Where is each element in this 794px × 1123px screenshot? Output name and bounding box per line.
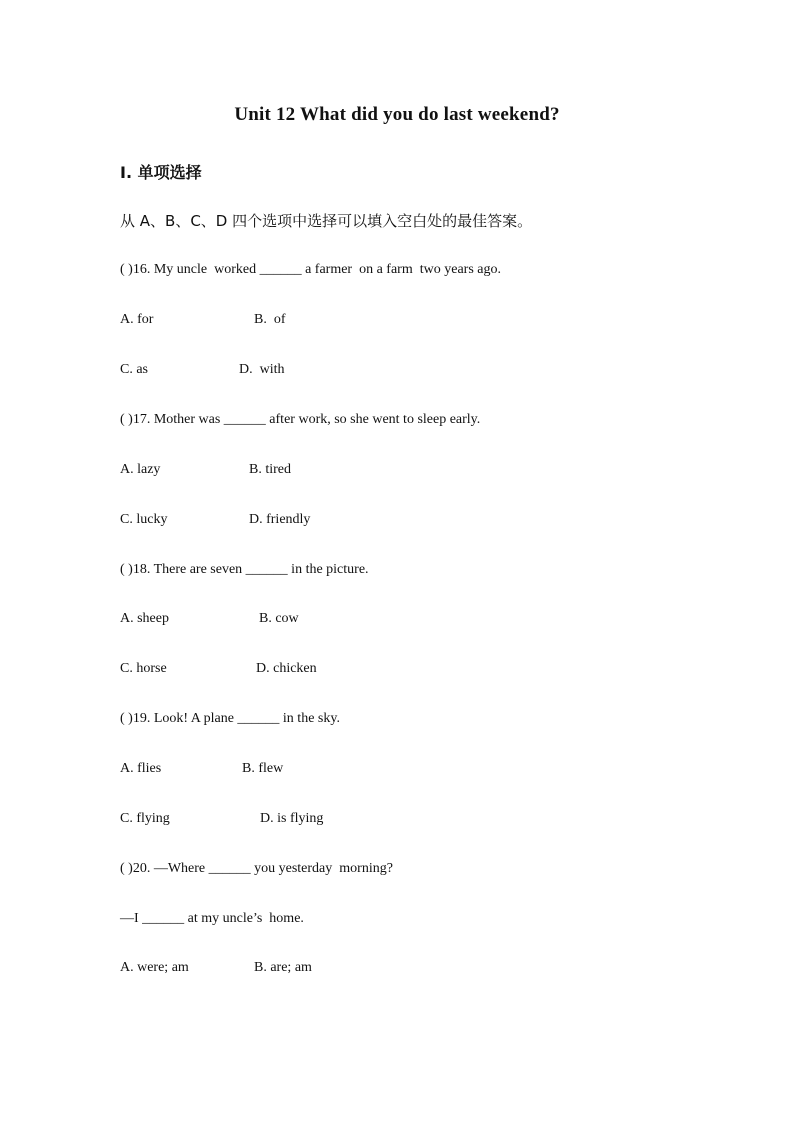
question-16-option-d: D. with: [239, 362, 285, 377]
instruction-text: 从 A、B、C、D 四个选项中选择可以填入空白处的最佳答案。: [120, 212, 533, 230]
question-20-stem-reply: —I ______ at my uncle’s home.: [120, 911, 304, 926]
section-heading: Ⅰ. 单项选择: [120, 163, 202, 182]
question-18-option-b: B. cow: [259, 611, 299, 626]
question-18-stem: ( )18. There are seven ______ in the picture.: [120, 562, 369, 577]
question-20-option-b: B. are; am: [254, 960, 312, 975]
question-16-stem: ( )16. My uncle worked ______ a farmer on a farm two years ago.: [120, 262, 501, 277]
question-17-option-c: C. lucky: [120, 512, 168, 527]
question-19-option-a: A. flies: [120, 761, 162, 776]
question-17-option-b: B. tired: [249, 462, 291, 477]
question-19-option-b: B. flew: [242, 761, 284, 776]
question-18-option-c: C. horse: [120, 661, 167, 676]
question-16-option-b: B. of: [254, 312, 286, 327]
question-20-stem: ( )20. —Where ______ you yesterday morning?: [120, 861, 393, 876]
question-18-option-a: A. sheep: [120, 611, 169, 626]
question-17-stem: ( )17. Mother was ______ after work, so she went to sleep early.: [120, 412, 481, 427]
question-18-option-d: D. chicken: [256, 661, 317, 676]
question-17-option-a: A. lazy: [120, 462, 161, 477]
question-16-option-c: C. as: [120, 362, 148, 377]
question-19-option-c: C. flying: [120, 811, 170, 826]
question-17-option-d: D. friendly: [249, 512, 311, 527]
question-20-option-a: A. were; am: [120, 960, 189, 975]
question-16-option-a: A. for: [120, 312, 154, 327]
question-19-option-d: D. is flying: [260, 811, 324, 826]
question-19-stem: ( )19. Look! A plane ______ in the sky.: [120, 711, 340, 726]
page-title: Unit 12 What did you do last weekend?: [234, 104, 560, 125]
